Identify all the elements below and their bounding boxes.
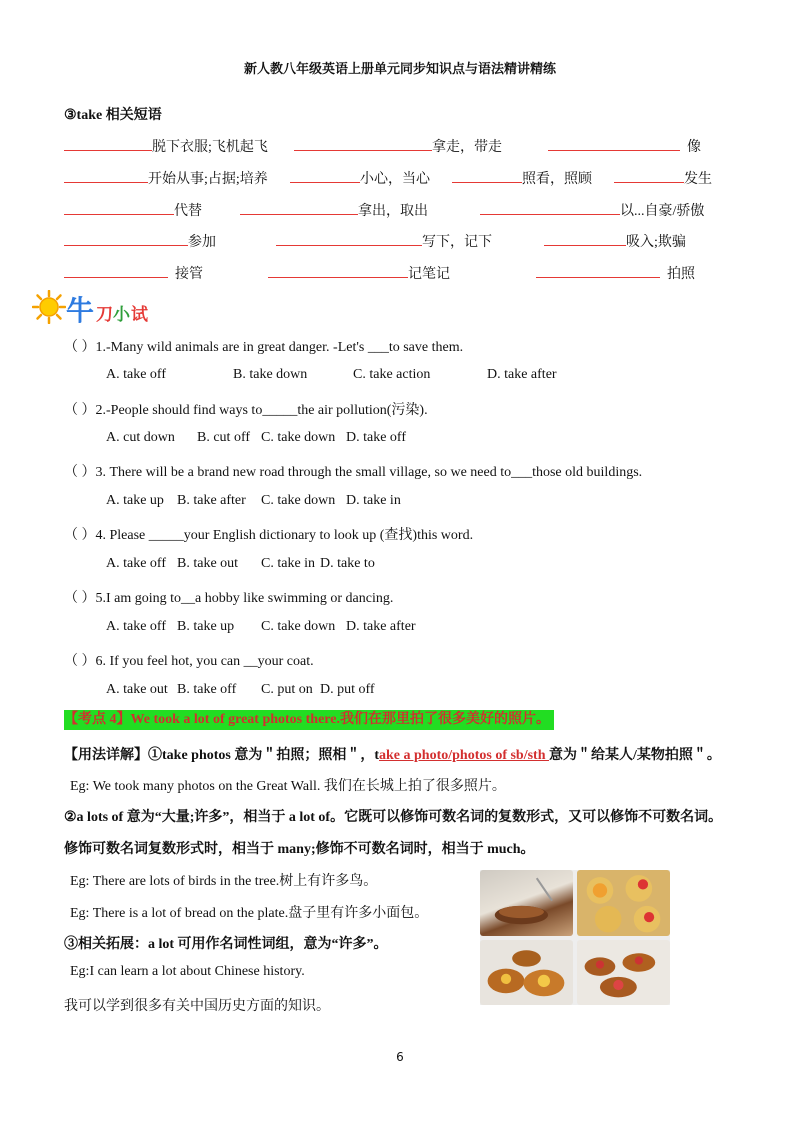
pastry-photo (480, 940, 573, 1006)
q6-option-b: B. take off (177, 682, 237, 697)
usage-text: 【用法详解】①take photos 意为＂拍照；照相＂， (64, 748, 375, 763)
usage-t: t (374, 748, 380, 763)
quiz-title-char-3: 小 (113, 305, 130, 324)
usage-explanation (64, 744, 721, 764)
phrase-text: 吸入;欺骗 (626, 235, 686, 250)
answer-blank[interactable] (452, 168, 522, 183)
phrase-text: 接管 (175, 267, 203, 282)
answer-blank[interactable] (294, 136, 432, 151)
question-2 (64, 399, 428, 419)
question-text: 1.-Many wild animals are in great danger. -Let's ___to save them. (95, 340, 464, 355)
answer-blank[interactable] (480, 200, 620, 215)
q3-option-b: B. take after (177, 493, 246, 508)
question-text: 3. There will be a brand new road through the small village, so we need to___those old buildings. (95, 465, 643, 480)
answer-paren[interactable]: （ ） (64, 340, 96, 355)
answer-blank[interactable] (544, 231, 626, 246)
phrase-text: 发生 (684, 172, 712, 187)
answer-blank[interactable] (64, 200, 174, 215)
q5-option-c: C. take down (261, 619, 336, 634)
q5-option-d: D. take after (346, 619, 416, 634)
question-text: 5.I am going to__a hobby like swimming or dancing. (95, 591, 394, 606)
phrase-text: 照看，照顾 (522, 172, 592, 187)
q6-option-c: C. put on (261, 682, 313, 697)
phrase-row-1b (294, 136, 502, 156)
phrase-text: 参加 (188, 235, 216, 250)
example-4-translation: 我可以学到很多有关中国历史方面的知识。 (64, 999, 330, 1014)
q5-option-b: B. take up (177, 619, 235, 634)
bread-icon (480, 870, 573, 936)
answer-paren[interactable]: （ ） (64, 403, 96, 418)
phrase-row-1 (64, 136, 268, 156)
answer-paren[interactable]: （ ） (64, 654, 96, 669)
answer-blank[interactable] (614, 168, 684, 183)
q2-option-b: B. cut off (197, 430, 251, 445)
phrase-text: 拿出，取出 (358, 204, 428, 219)
answer-blank[interactable] (536, 263, 660, 278)
q1-option-b: B. take down (233, 367, 308, 382)
q2-option-a: A. cut down (106, 430, 175, 445)
phrase-row-2 (64, 168, 268, 188)
answer-blank[interactable] (290, 168, 360, 183)
phrase-row-2b (290, 168, 430, 188)
topic4-heading: 【考点 4】We took a lot of great photos there.我们在那里拍了很多美好的照片。 (64, 710, 554, 730)
q6-option-d: D. put off (320, 682, 375, 697)
q1-option-d: D. take after (487, 367, 557, 382)
example-3: Eg: There is a lot of bread on the plate.盘子里有许多小面包。 (70, 906, 429, 921)
q3-option-a: A. take up (106, 493, 164, 508)
phrase-row-4 (64, 231, 216, 251)
phrase-row-2d (614, 168, 712, 188)
page-header: 新人教八年级英语上册单元同步知识点与语法精讲精练 (243, 61, 556, 76)
q6-option-a: A. take out (106, 682, 168, 697)
quiz-title-char-2: 刀 (96, 305, 113, 324)
quiz-title-char-4: 试 (131, 305, 148, 324)
point-3: ③相关拓展：a lot 可用作名词性词组，意为“许多”。 (64, 937, 388, 952)
answer-blank[interactable] (240, 200, 358, 215)
example-2: Eg: There are lots of birds in the tree.树上有许多鸟。 (70, 874, 378, 889)
answer-blank[interactable] (268, 263, 408, 278)
q2-option-d: D. take off (346, 430, 406, 445)
question-1 (64, 336, 463, 356)
usage-phrase-link[interactable]: ake a photo/photos of sb/sth (379, 748, 550, 763)
phrase-row-1c (548, 136, 701, 156)
answer-blank[interactable] (64, 168, 148, 183)
q3-option-c: C. take down (261, 493, 336, 508)
phrase-text: 代替 (174, 204, 202, 219)
point-2-line-2: 修饰可数名词复数形式时，相当于 many;修饰不可数名词时，相当于 much。 (64, 842, 535, 857)
q4-option-a: A. take off (106, 556, 166, 571)
q1-option-a: A. take off (106, 367, 166, 382)
phrase-row-4c (544, 231, 686, 251)
answer-paren[interactable]: （ ） (64, 465, 96, 480)
phrase-text: 小心，当心 (360, 172, 430, 187)
answer-blank[interactable] (548, 136, 680, 151)
q5-option-a: A. take off (106, 619, 166, 634)
example-4: Eg:I can learn a lot about Chinese history. (70, 964, 305, 979)
question-4 (64, 524, 473, 544)
q4-option-b: B. take out (177, 556, 239, 571)
phrase-row-4b (276, 231, 492, 251)
phrase-row-5c (536, 263, 695, 283)
quiz-title-char-1: 牛 (66, 296, 95, 327)
question-text: 4. Please _____your English dictionary to look up (查找)this word. (95, 528, 474, 543)
example-1: Eg: We took many photos on the Great Wall. 我们在长城上拍了很多照片。 (70, 779, 506, 794)
q4-option-d: D. take to (320, 556, 375, 571)
answer-blank[interactable] (276, 231, 422, 246)
phrase-text: 脱下衣服;飞机起飞 (152, 140, 268, 155)
answer-blank[interactable] (64, 263, 168, 278)
phrase-row-3 (64, 200, 202, 220)
phrase-text: 拿走，带走 (432, 140, 502, 155)
q4-option-c: C. take in (261, 556, 316, 571)
phrase-text: 以...自豪/骄傲 (620, 204, 705, 219)
answer-blank[interactable] (64, 231, 188, 246)
question-text: 2.-People should find ways to_____the air pollution(污染). (95, 403, 428, 418)
q1-option-c: C. take action (353, 367, 431, 382)
phrase-text: 像 (687, 140, 701, 155)
pastry-photo (577, 870, 670, 936)
q2-option-c: C. take down (261, 430, 336, 445)
phrase-row-3b (240, 200, 428, 220)
question-5 (64, 587, 393, 607)
pastry-photo-collage (480, 870, 670, 1005)
answer-paren[interactable]: （ ） (64, 591, 96, 606)
question-6 (64, 650, 314, 670)
q3-option-d: D. take in (346, 493, 401, 508)
sun-icon (32, 290, 66, 324)
page-number: 6 (396, 1050, 404, 1064)
phrase-row-2c (452, 168, 592, 188)
answer-blank[interactable] (64, 136, 152, 151)
phrase-row-5b (268, 263, 450, 283)
tart-icon (577, 870, 670, 936)
usage-text-end: 意为＂给某人/某物拍照＂。 (549, 748, 721, 763)
phrase-text: 拍照 (667, 267, 695, 282)
section-title-take-phrases: ③take 相关短语 (64, 108, 162, 123)
phrase-text: 记笔记 (408, 267, 450, 282)
phrase-text: 开始从事;占据;培养 (148, 172, 268, 187)
phrase-row-3c (480, 200, 704, 220)
danish-icon (577, 940, 670, 1006)
question-text: 6. If you feel hot, you can __your coat. (95, 654, 314, 669)
pastry-photo (577, 940, 670, 1006)
answer-paren[interactable]: （ ） (64, 528, 96, 543)
phrase-row-5 (64, 263, 203, 283)
point-2-line-1: ②a lots of 意为“大量;许多”，相当于 a lot of。它既可以修饰可数名词的复数形式，又可以修饰不可数名词。 (64, 810, 723, 825)
question-3 (64, 461, 642, 481)
pastry-photo (480, 870, 573, 936)
pastry-icon (480, 940, 573, 1006)
phrase-text: 写下，记下 (422, 235, 492, 250)
